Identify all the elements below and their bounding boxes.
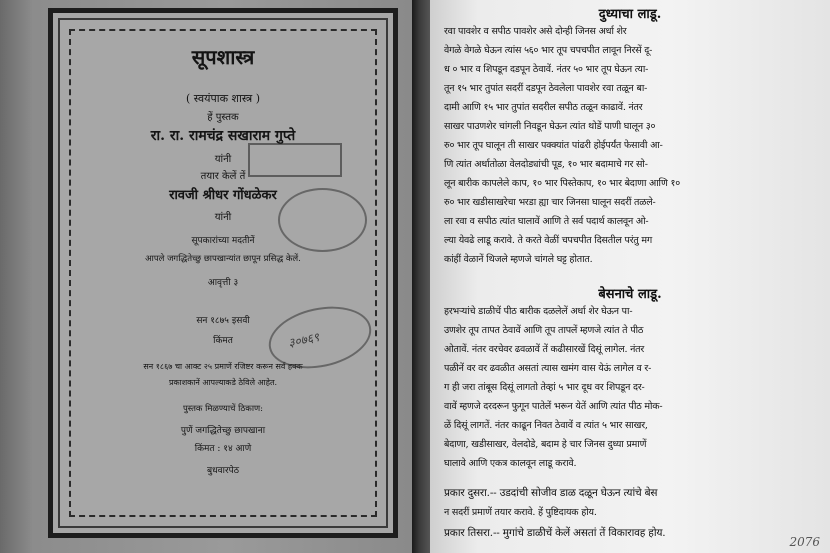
library-stamp-box: [248, 143, 342, 177]
text-line: रु० भार तूप घालून ती साखर पक्क्यांत पांढरी होईपर्यंत फेसावी आ-: [444, 140, 663, 151]
title-page-line: तयार केलें तें: [200, 171, 246, 182]
ornate-border-frame: [48, 8, 398, 538]
text-line: हरभऱ्यांचे डाळीचें पीठ बारीक दळलेलें अर्धा शेर घेऊन पा-: [444, 306, 633, 317]
text-line: पळीनें वर वर ढवळीत असतां त्यास खमंग वास येऊं लागेल व र-: [444, 363, 652, 374]
title-page-line: यांनी: [214, 154, 232, 165]
text-line: कांहीं वेळानें थिजले म्हणजे चांगले घट्ट होतात.: [444, 254, 593, 265]
year-line: सन १८७५ इसवी: [196, 316, 250, 326]
edition-line: आवृत्ती ३: [207, 278, 239, 288]
text-line: तून १५ भार तुपांत सदरीं दडपून ठेवलेला पावशेर रवा तळून बा-: [444, 83, 648, 94]
availability-line: पुस्तक मिळण्याचें ठिकाण:: [182, 404, 264, 414]
text-line: रवा पावशेर व सपीठ पावशेर असे दोन्ही जिनस अर्धा शेर: [444, 26, 627, 37]
author-name: रा. रा. रामचंद्र सखाराम गुप्ते: [150, 128, 296, 144]
library-stamp-oval: [278, 188, 367, 252]
section-heading: दुध्याचा लाडू.: [598, 7, 662, 22]
text-page-scan: [430, 0, 830, 553]
variant-line: न सदरीं प्रमाणें तयार करावे. हें पुष्टिदायक होय.: [444, 507, 597, 518]
text-line: बेदाणा, खडीसाखर, वेलदोडे, बदाम हे चार जिनस दुध्या प्रमाणें: [444, 439, 647, 450]
text-line: ला रवा व सपीठ त्यांत घालावें आणि ते सर्व पदार्थ कालवून ओ-: [444, 216, 649, 227]
title-page-line: यांनी: [214, 212, 232, 223]
price-line: किंमत : १४ आणे: [194, 444, 252, 454]
text-line: ओतावें. नंतर वरचेवर ढवळावें तें कढीसारखें दिसूं लागेल. नंतर: [444, 344, 645, 355]
text-line: ल्या येवढे लाडू करावे. ते करते वेळीं चपचपीत दिसतील परंतु मग: [444, 235, 653, 246]
variant-line: प्रकार दुसरा.-- उडदांची सोजीव डाळ दळून घेऊन त्यांचे बेस: [444, 487, 658, 499]
title-page-line: सूपकारांच्या मदतीनें: [191, 236, 255, 246]
section-heading: बेसनाचे लाडू.: [598, 287, 662, 302]
title-page-line: हें पुस्तक: [207, 112, 239, 123]
text-line: दामी आणि १५ भार तुपांत सदरील सपीठ तळून काढावें. नंतर: [444, 102, 643, 113]
text-line: साखर पाउणशेर चांगली निवडून घेऊन त्यांत थोडें पाणी घालून ३०: [444, 121, 656, 132]
text-line: ध ० भार व शिपडून दडपून ठेवावें. नंतर ५० भार तूप घेऊन त्या-: [444, 64, 649, 75]
copyright-line: प्रकाशकानें आपल्याकडे ठेविले आहेत.: [168, 378, 278, 387]
text-line: उणशेर तूप तापत ठेवावें आणि तूप तापलें म्हणजे त्यांत ते पीठ: [444, 325, 644, 336]
handwritten-accession: ३०७६९: [286, 329, 321, 351]
handwritten-shelfmark: 2076: [789, 535, 820, 549]
press-name: पुणें जगद्धितेच्छु छापखाना: [180, 426, 266, 436]
text-line: ग ही जरा तांबूस दिसूं लागतो तेव्हां ५ भार दूध वर शिपडून दर-: [444, 382, 645, 393]
title-page-scan: [0, 0, 412, 553]
publisher-name: रावजी श्रीधर गोंधळेकर: [169, 188, 277, 203]
text-line: वावें म्हणजे दरदरून फुगून पातेलें भरून येतें आणि त्यांत पीठ मोक-: [444, 401, 663, 412]
text-line: घालावे आणि एकत्र कालवून लाडू करावे.: [444, 458, 577, 469]
text-line: ळें दिसूं लागतें. नंतर काढून निवत ठेवावें व त्यांत ५ भार साखर,: [444, 420, 648, 431]
text-line: णि त्यांत अर्धातोळा वेलदोड्यांची पूड, १० भार बदामाचे गर सो-: [444, 159, 648, 170]
title-page-line: आपले जगद्धितेच्छु छापखान्यांत छापून प्रसिद्ध केलें.: [145, 254, 301, 264]
text-line: रु० भार खडीसाखरेचा भरडा ह्या चार जिनसा घालून सदरीं तळले-: [444, 197, 656, 208]
copyright-line: सन १८६७ चा आक्ट २५ प्रमाणें रजिष्टर करून सर्व हक्क: [143, 362, 303, 371]
page-gutter-shadow: [412, 0, 430, 553]
book-subtitle: ( स्वयंपाक शास्त्र ): [185, 92, 261, 105]
book-title: सूपशास्त्र: [191, 45, 255, 69]
text-line: वेगळे वेगळे घेऊन त्यांस ५६० भार तूप चपचपीत लावून निरसें दू-: [444, 45, 653, 56]
text-line: लून बारीक कापलेले काप, १० भार पिस्तेकाप, १० भार बेदाणा आणि १०: [444, 178, 680, 189]
variant-line: प्रकार तिसरा.-- मुगांचे डाळीचें केलें असतां तें विकारावह होय.: [444, 527, 666, 539]
place-line: बुधवारपेठ: [206, 466, 240, 476]
price-label: किंमत: [213, 336, 233, 346]
